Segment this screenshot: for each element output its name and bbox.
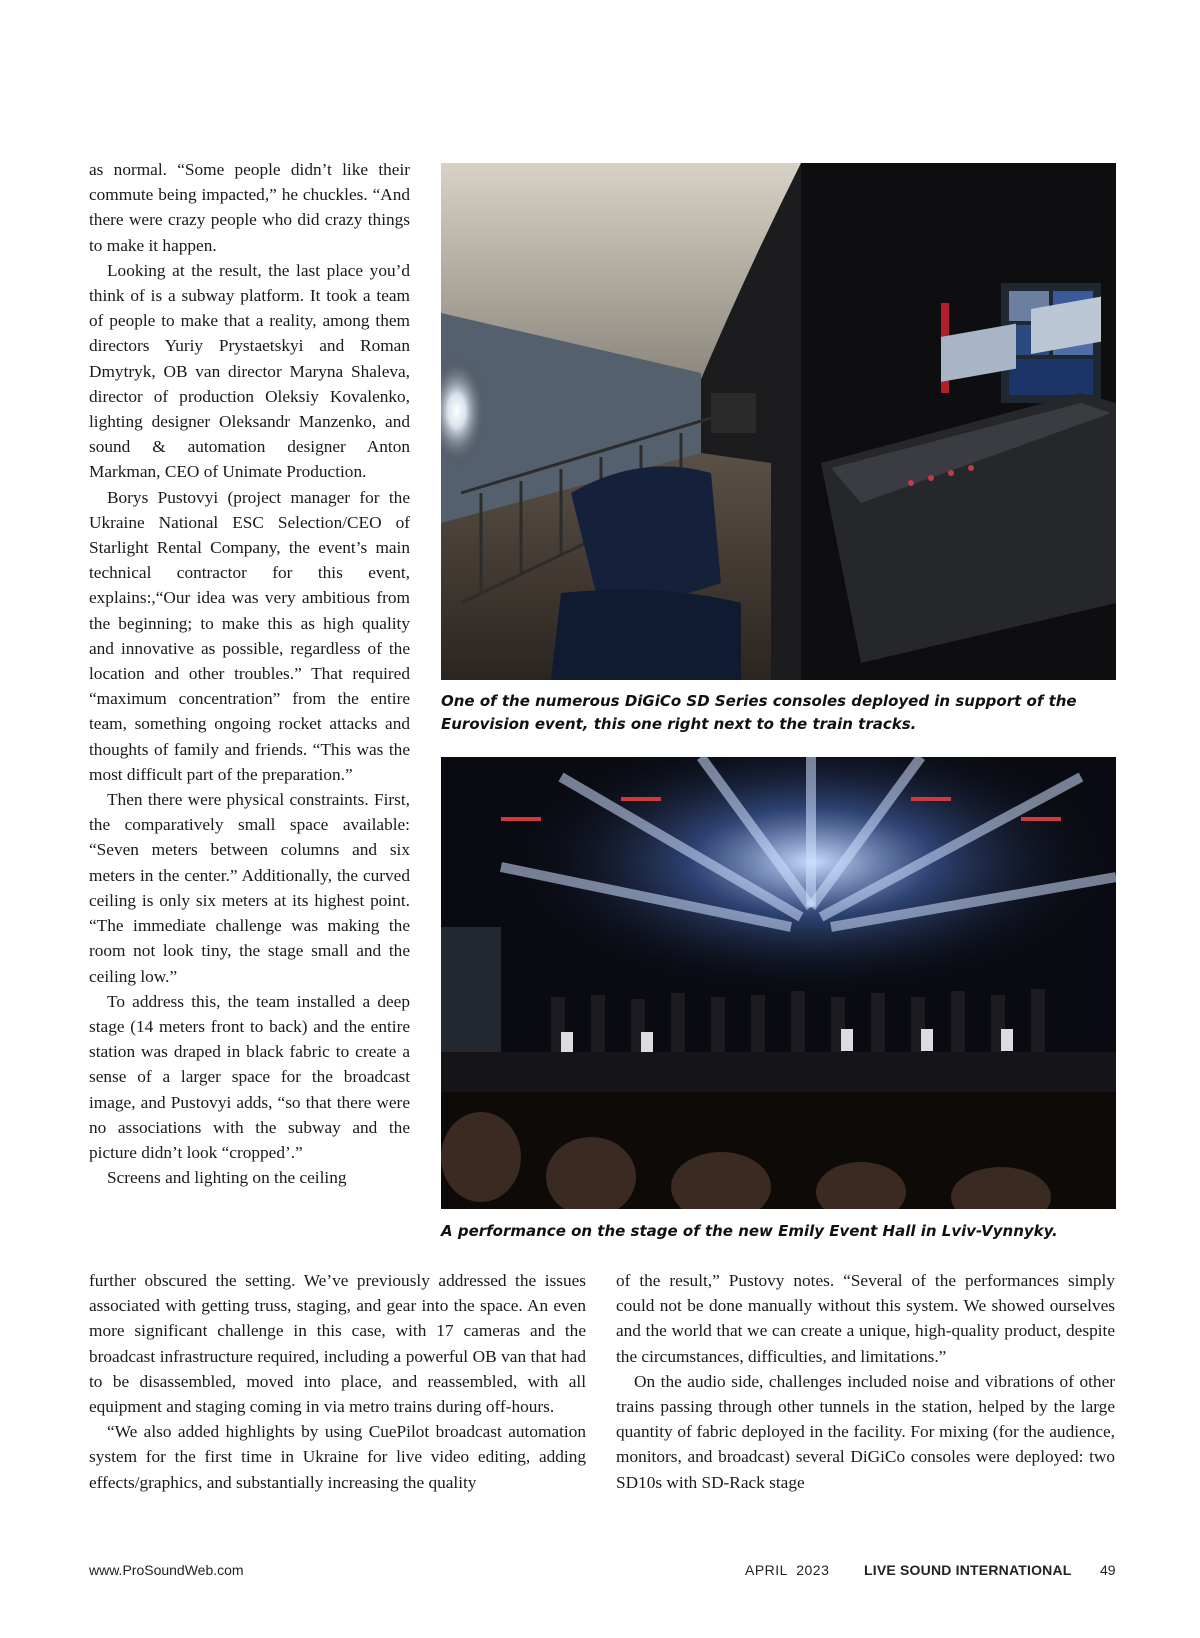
console-photo: [441, 163, 1116, 680]
paragraph: “We also added highlights by using CuePilot broadcast automation system for the first time in Ukraine for live video editing, adding effects/graphics, and substantially increasing the quality: [89, 1422, 586, 1492]
stage-photo: [441, 757, 1116, 1209]
paragraph: Screens and lighting on the ceiling: [107, 1168, 347, 1188]
paragraph: further obscured the setting. We’ve previously addressed the issues associated with getting truss, staging, and gear into the space. An even more significant challenge in this case, with 17 cameras and the broadcast infrastructure required, including a powerful OB van that had to be disassembled, moved into place, and reassembled, with all equipment and staging coming in via metro trains during off-hours.: [89, 1271, 586, 1417]
footer-issue-date: APRIL 2023: [745, 1562, 830, 1578]
photo-caption: A performance on the stage of the new Emily Event Hall in Lviv-Vynnyky.: [441, 1222, 1058, 1240]
paragraph: of the result,” Pustovy notes. “Several of the performances simply could not be done manually without this system. We showed ourselves and the world that we can create a unique, high-quality product, despite the circumstances, difficulties, and limitations.”: [616, 1271, 1115, 1366]
paragraph: To address this, the team installed a deep stage (14 meters front to back) and the entire station was draped in black fabric to create a sense of a larger space for the broadcast image, and Pustovyi adds, “so that there were no associations with the subway and the picture didn’t look “cropped’.”: [89, 991, 410, 1162]
paragraph: Then there were physical constraints. First, the comparatively small space available: “Seven meters between columns and six meters in the center.” Additionally, the curved ceiling is only six meters at its highest point. “The immediate challenge was making the room not look tiny, the stage small and the ceiling low.”: [89, 790, 410, 986]
left-text-column: [89, 157, 410, 1190]
footer-magazine-name: LIVE SOUND INTERNATIONAL: [864, 1562, 1072, 1578]
bottom-left-text-column: [89, 1268, 586, 1495]
footer-website: www.ProSoundWeb.com: [89, 1562, 244, 1578]
paragraph: Looking at the result, the last place you’d think of is a subway platform. It took a team of people to make that a reality, among them directors Yuriy Prystaetskyi and Roman Dmytryk, OB van director Maryna Shaleva, director of production Oleksiy Kovalenko, lighting designer Oleksandr Manzenko, and sound & automation designer Anton Markman, CEO of Unimate Production.: [89, 260, 410, 482]
photo-caption: One of the numerous DiGiCo SD Series consoles deployed in support of the Eurovision event, this one right next to the train tracks.: [441, 692, 1077, 733]
page-number: 49: [1100, 1562, 1116, 1578]
console-photo-image: [441, 163, 1116, 680]
paragraph: as normal. “Some people didn’t like their commute being impacted,” he chuckles. “And there were crazy people who did crazy things to make it happen.: [89, 160, 410, 255]
stage-photo-image: [441, 757, 1116, 1209]
paragraph: On the audio side, challenges included noise and vibrations of other trains passing through other tunnels in the station, helped by the large quantity of fabric deployed in the facility. For mixing (for the audience, monitors, and broadcast) several DiGiCo consoles were deployed: two SD10s with SD-Rack stage: [616, 1371, 1115, 1492]
paragraph: Borys Pustovyi (project manager for the Ukraine National ESC Selection/CEO of Starlight Rental Company, the event’s main technical contractor for this event, explains:,“Our idea was very ambitious from the beginning; to make this as high quality and innovative as possible, regardless of the location and other troubles.” That required “maximum concentration” from the entire team, something ongoing rocket attacks and thoughts of family and friends. “This was the most difficult part of the preparation.”: [89, 487, 410, 784]
bottom-right-text-column: [616, 1268, 1115, 1495]
